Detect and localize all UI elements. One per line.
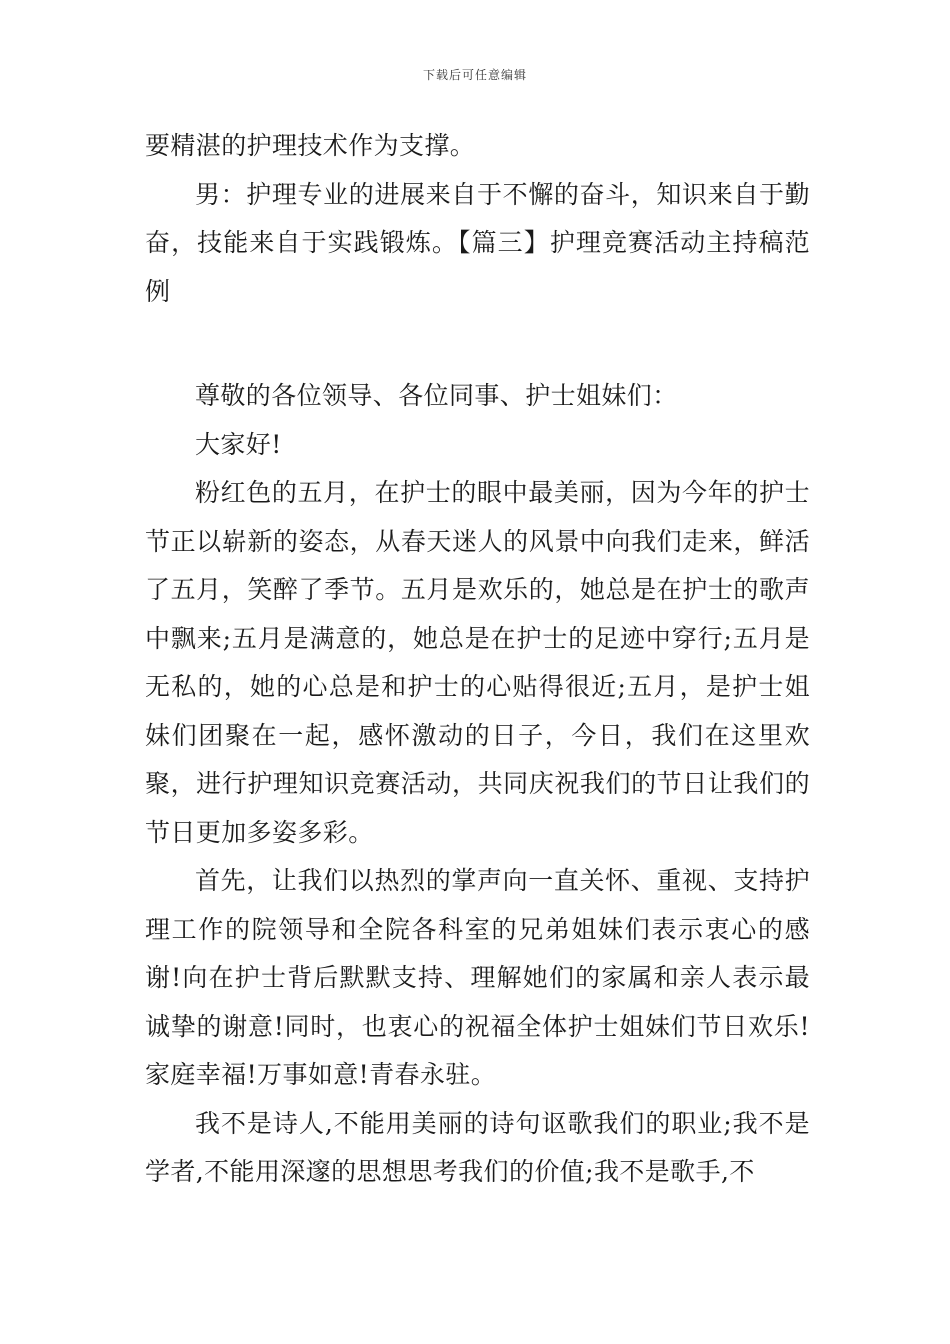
paragraph-thanks: 首先，让我们以热烈的掌声向一直关怀、重视、支持护理工作的院领导和全院各科室的兄弟姐妹们表示衷心的感谢!向在护士背后默默支持、理解她们的家属和亲人表示最诚挚的谢意!同时，也衷心的祝福全体护士姐妹们节日欢乐!家庭幸福!万事如意!青春永驻。 — [145, 866, 810, 1089]
document-body — [145, 122, 810, 1197]
paragraph-salutation: 尊敬的各位领导、各位同事、护士姐妹们： — [195, 381, 678, 410]
paragraph-may: 粉红色的五月，在护士的眼中最美丽，因为今年的护士节正以崭新的姿态，从春天迷人的风景中向我们走来，鲜活了五月，笑醉了季节。五月是欢乐的，她总是在护士的歌声中飘来;五月是满意的，她总是在护士的足迹中穿行;五月是无私的，她的心总是和护士的心贴得很近;五月，是护士姐妹们团聚在一起，感怀激动的日子，今日，我们在这里欢聚，进行护理知识竞赛活动，共同庆祝我们的节日让我们的节日更加多姿多彩。 — [145, 478, 810, 847]
paragraph-not-poet: 我不是诗人,不能用美丽的诗句讴歌我们的职业;我不是学者,不能用深邃的思想思考我们的价值;我不是歌手,不 — [145, 1108, 810, 1186]
paragraph-greeting: 大家好! — [195, 429, 282, 459]
page-header-note: 下载后可任意编辑 — [422, 68, 527, 82]
section-gap — [145, 316, 810, 372]
paragraph-continuation: 要精湛的护理技术作为支撑。 — [145, 131, 476, 160]
paragraph-male-host: 男：护理专业的进展来自于不懈的奋斗，知识来自于勤奋，技能来自于实践锻炼。【篇三】护理竞赛活动主持稿范例 — [145, 179, 810, 306]
